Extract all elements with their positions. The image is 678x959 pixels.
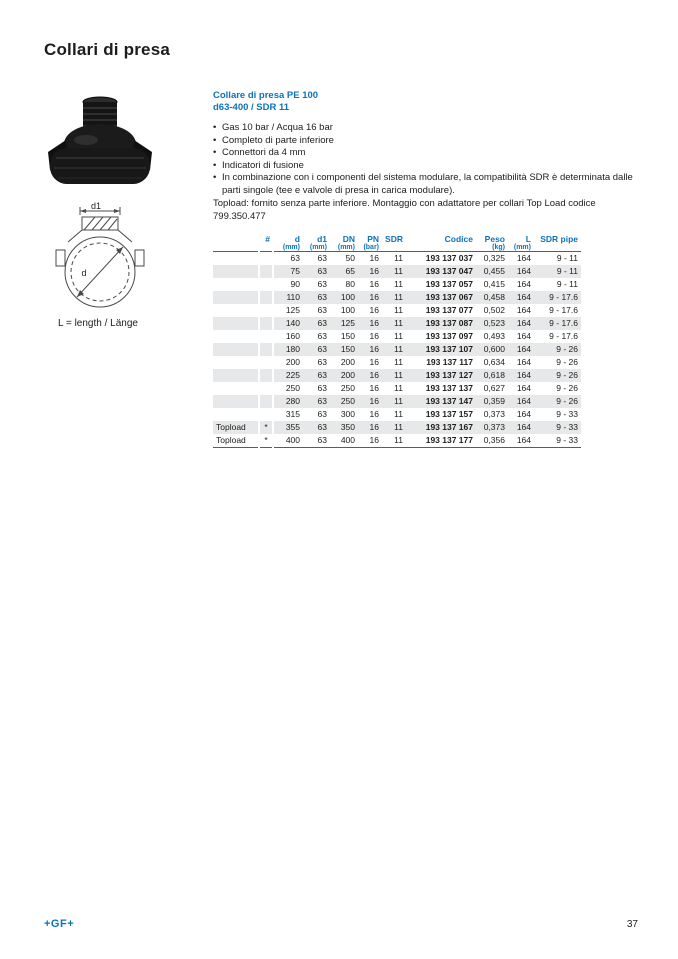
dimension-label-d: d [81,268,87,278]
table-cell: 9 - 26 [556,383,578,393]
table-cell: 80 [345,279,355,289]
column-header: Codice [444,233,473,244]
table-cell: 0,373 [483,422,505,432]
table-cell: 16 [369,422,379,432]
table-cell: 164 [516,318,531,328]
table-cell: 16 [369,266,379,276]
table-cell [213,291,259,304]
table-cell: 110 [286,292,300,302]
table-cell: * [259,421,273,434]
feature-bullet: • Indicatori di fusione [213,160,633,173]
table-row [213,421,581,434]
product-content [213,90,633,448]
table-cell: 16 [369,357,379,367]
table-cell: 9 - 33 [556,422,578,432]
table-cell: 0,325 [483,253,505,263]
feature-bullet: • Gas 10 bar / Acqua 16 bar [213,122,633,135]
table-row [213,356,581,369]
table-cell: 150 [340,344,355,354]
gf-logo: +GF+ [44,918,75,930]
table-cell: 164 [516,383,531,393]
table-cell [213,408,259,421]
column-subheader [259,244,273,252]
table-cell: 193 137 147 [425,396,473,406]
table-cell: 63 [317,383,327,393]
table-cell: 63 [317,344,327,354]
column-subheader: (mm) [508,244,534,252]
column-header: DN [342,233,355,244]
table-row [213,343,581,356]
table-cell: 164 [516,344,531,354]
table-cell: 0,502 [483,305,505,315]
table-head [213,232,581,251]
table-cell [213,304,259,317]
table-cell: 9 - 17.6 [549,292,578,302]
table-cell: 0,493 [483,331,505,341]
diagram-caption: L = length / Länge [58,318,138,329]
table-cell: 150 [340,331,355,341]
table-cell: 0,634 [483,357,505,367]
table-cell: 16 [369,253,379,263]
table-row [213,291,581,304]
table-cell: 75 [290,266,300,276]
table-cell: 193 137 097 [425,331,473,341]
table-cell: 16 [369,383,379,393]
table-cell: 400 [273,434,303,448]
table-cell: 193 137 067 [425,292,473,302]
product-heading [213,90,633,113]
table-cell: 355 [285,422,300,432]
table-cell: 16 [369,370,379,380]
table-cell: 50 [345,253,355,263]
table-cell: 11 [394,357,403,367]
table-cell: 63 [317,396,327,406]
column-subheader [534,244,581,252]
feature-bullet-list [213,122,633,197]
table-cell: 180 [285,344,300,354]
table-cell: 0,373 [483,409,505,419]
table-cell: 63 [317,292,327,302]
column-header: d1 [317,233,327,244]
table-cell: 63 [317,318,327,328]
table-cell: 193 137 137 [425,383,473,393]
table-cell: 164 [516,305,531,315]
column-header [213,232,259,244]
table-row [213,395,581,408]
table-header-row [213,232,581,244]
product-spec-table [213,232,581,448]
table-cell [213,343,259,356]
table-cell [259,291,273,304]
table-cell: 193 137 117 [426,357,473,367]
table-cell [213,278,259,291]
table-cell: 11 [394,344,403,354]
table-cell: 0,523 [483,318,505,328]
table-cell: 200 [340,370,355,380]
table-cell: 280 [285,396,300,406]
table-cell: 16 [369,292,379,302]
table-cell: 16 [358,434,382,448]
table-cell [213,251,259,265]
table-cell: 63 [317,357,327,367]
table-cell: 164 [508,434,534,448]
table-cell [259,330,273,343]
product-photo [42,90,158,198]
table-cell: 11 [382,434,406,448]
table-cell [259,408,273,421]
table-cell: 350 [340,422,355,432]
table-cell [259,356,273,369]
table-cell: 0,618 [483,370,505,380]
table-cell: 16 [369,318,379,328]
table-cell: 9 - 17.6 [549,305,578,315]
table-cell: 16 [369,344,379,354]
table-cell: 164 [516,422,531,432]
table-cell: 0,359 [483,396,505,406]
table-cell: 164 [516,253,531,263]
table-cell [213,369,259,382]
column-header: Peso [484,233,505,244]
table-cell: 250 [340,396,355,406]
table-cell: 200 [285,357,300,367]
table-row [213,330,581,343]
table-cell: 11 [394,266,403,276]
table-cell: 11 [394,383,403,393]
table-cell: 63 [303,434,330,448]
table-cell: 11 [394,292,403,302]
page-number: 37 [626,919,638,930]
table-cell: 63 [317,370,327,380]
table-cell: 11 [394,279,403,289]
table-cell: 164 [516,409,531,419]
table-cell: 11 [394,253,403,263]
table-cell [213,265,259,278]
table-cell: 193 137 167 [425,422,473,432]
table-cell: 9 - 11 [556,279,578,289]
table-cell: 63 [317,422,327,432]
table-cell [259,265,273,278]
table-cell: 164 [516,266,531,276]
table-row [213,265,581,278]
page-title: Collari di presa [44,40,171,59]
column-subheader: (bar) [358,244,382,252]
table-cell: 11 [394,318,403,328]
table-cell: 140 [285,318,300,328]
table-cell: 193 137 157 [425,409,473,419]
table-cell: 225 [285,370,300,380]
table-cell: 0,458 [483,292,505,302]
table-cell: 0,627 [483,383,505,393]
product-heading-line1: Collare di presa PE 100 [213,90,319,101]
dimension-drawing [46,202,154,314]
table-cell [213,356,259,369]
table-cell: 90 [290,279,300,289]
table-cell [259,278,273,291]
table-cell: 164 [516,396,531,406]
table-cell: 164 [516,292,531,302]
table-cell: 16 [369,279,379,289]
table-row [213,304,581,317]
table-cell: 193 137 127 [425,370,473,380]
column-subheader [382,244,406,252]
table-cell: 11 [394,370,403,380]
column-header: PN [367,233,379,244]
column-header: # [265,233,270,244]
table-cell: 65 [345,266,355,276]
table-cell: 9 - 11 [556,266,578,276]
table-cell [259,382,273,395]
table-row [213,408,581,421]
dimension-label-d1: d1 [90,202,102,211]
table-cell: 16 [369,396,379,406]
table-row [213,369,581,382]
table-cell: 193 137 047 [425,266,473,276]
table-cell: 193 137 177 [406,434,476,448]
table-cell: 164 [516,357,531,367]
table-cell: 63 [317,266,327,276]
column-header: L [525,233,531,244]
table-cell: 63 [317,331,327,341]
table-cell: 63 [317,305,327,315]
table-cell: 9 - 26 [556,344,578,354]
table-cell: 0,600 [483,344,505,354]
table-cell: Topload [213,421,259,434]
table-row [213,278,581,291]
table-cell: 11 [394,396,403,406]
table-cell: 63 [317,253,327,263]
table-cell: 16 [369,305,379,315]
table-cell: 9 - 11 [556,253,578,263]
table-cell: 9 - 26 [556,396,578,406]
table-cell: 164 [516,370,531,380]
table-cell: 193 137 107 [425,344,473,354]
column-subheader: (mm) [330,244,358,252]
table-cell: 9 - 33 [534,434,581,448]
table-cell: 11 [394,305,403,315]
feature-bullet: • Connettori da 4 mm [213,147,633,160]
table-cell: 193 137 087 [425,318,473,328]
table-cell: 164 [516,279,531,289]
table-cell [259,395,273,408]
feature-bullet: • In combinazione con i componenti del sistema modulare, la compatibilità SDR è determinata dalle parti singole (tee e valvole di presa in carica modulare). [213,172,633,197]
table-body [213,251,581,447]
table-cell: 0,356 [476,434,508,448]
table-cell: 160 [285,331,300,341]
table-cell: 0,455 [483,266,505,276]
table-cell: 100 [340,292,355,302]
table-cell: 11 [394,331,403,341]
table-cell: 315 [285,409,300,419]
column-header: SDR [385,233,403,244]
table-cell [259,304,273,317]
column-subheader [213,244,259,252]
table-row [213,251,581,265]
table-cell: 200 [340,357,355,367]
technical-drawing [46,202,154,314]
table-subheader-row [213,244,581,252]
column-subheader: (kg) [476,244,508,252]
table-cell [213,330,259,343]
table-cell: 400 [330,434,358,448]
table-cell: 300 [340,409,355,419]
topload-note: Topload: fornito senza parte inferiore. Montaggio con adattatore per collari Top Load codice 799.350.477 [213,198,596,222]
column-header: SDR pipe [540,233,578,244]
table-cell: 250 [285,383,300,393]
feature-bullet: • Completo di parte inferiore [213,135,633,148]
table-cell: 125 [285,305,300,315]
product-heading-line2: d63-400 / SDR 11 [213,101,290,113]
table-cell: 250 [340,383,355,393]
table-cell [259,317,273,330]
table-cell: 193 137 077 [425,305,473,315]
table-cell: 9 - 26 [556,357,578,367]
table-row [213,382,581,395]
column-header: d [294,233,300,244]
table-cell: 193 137 037 [425,253,473,263]
table-cell: 125 [340,318,355,328]
table-cell [259,369,273,382]
table-cell: 11 [394,409,403,419]
table-cell: 0,415 [483,279,505,289]
table-cell: Topload [213,434,259,448]
column-subheader [406,244,476,252]
table-cell: 16 [369,331,379,341]
table-cell [213,395,259,408]
table-cell: 193 137 057 [425,279,473,289]
table-cell: 9 - 26 [556,370,578,380]
column-subheader: (mm) [273,244,303,252]
table-cell: 9 - 17.6 [549,318,578,328]
table-row [213,317,581,330]
table-cell [213,382,259,395]
saddle-photo-illustration [42,90,158,198]
table-cell: 16 [369,409,379,419]
table-cell [213,317,259,330]
table-cell: 63 [317,409,327,419]
table-cell: 100 [340,305,355,315]
table-cell: 63 [290,253,300,263]
table-cell: 9 - 33 [556,409,578,419]
table-row [213,434,581,448]
table-cell: * [259,434,273,448]
table-cell [259,343,273,356]
column-subheader: (mm) [303,244,330,252]
table-cell [259,251,273,265]
table-cell: 63 [317,279,327,289]
table-cell: 9 - 17.6 [549,331,578,341]
table-cell: 11 [394,422,403,432]
table-cell: 164 [516,331,531,341]
